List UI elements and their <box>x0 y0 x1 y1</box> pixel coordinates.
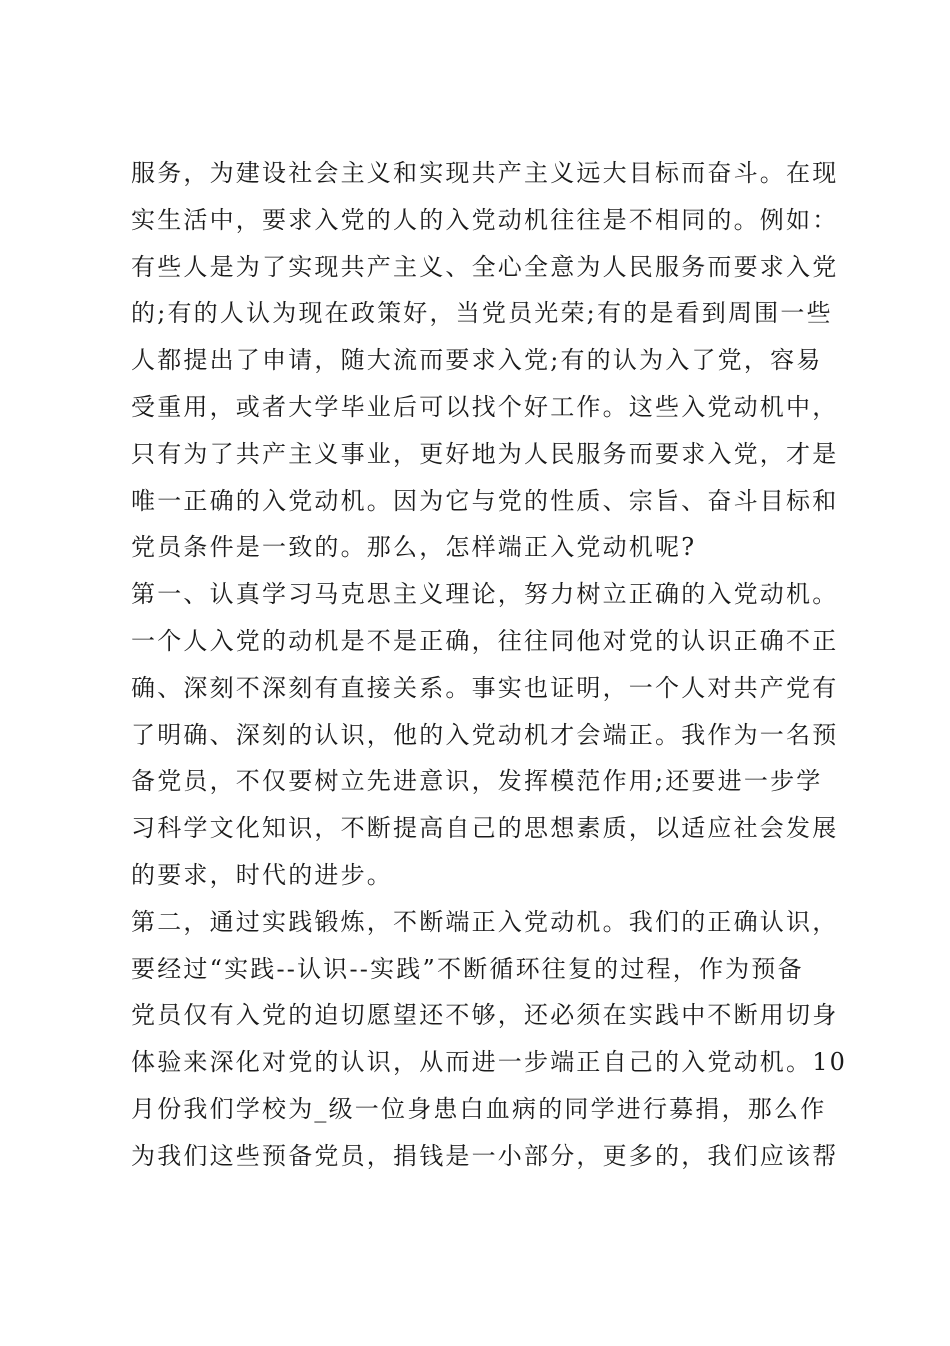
text-line: 党员仅有入党的迫切愿望还不够，还必须在实践中不断用切身 <box>131 1001 839 1030</box>
text-line: 体验来深化对党的认识，从而进一步端正自己的入党动机。10 <box>131 1048 848 1077</box>
text-line: 受重用，或者大学毕业后可以找个好工作。这些入党动机中， <box>131 392 839 421</box>
text-line: 月份我们学校为_级一位身患白血病的同学进行募捐，那么作 <box>131 1094 827 1123</box>
text-line: 确、深刻不深刻有直接关系。事实也证明，一个人对共产党有 <box>131 673 839 702</box>
text-line: 的要求，时代的进步。 <box>131 860 393 889</box>
text-line: 一个人入党的动机是不是正确，往往同他对党的认识正确不正 <box>131 626 839 655</box>
text-line: 人都提出了申请，随大流而要求入党;有的认为入了党，容易 <box>131 346 823 375</box>
text-line: 为我们这些预备党员，捐钱是一小部分，更多的，我们应该帮 <box>131 1141 839 1170</box>
body-text <box>131 150 848 1180</box>
text-line: 只有为了共产主义事业，更好地为人民服务而要求入党，才是 <box>131 439 839 468</box>
text-line: 实生活中，要求入党的人的入党动机往往是不相同的。例如： <box>131 205 839 234</box>
text-line: 第一、认真学习马克思主义理论，努力树立正确的入党动机。 <box>131 580 839 609</box>
text-line: 党员条件是一致的。那么，怎样端正入党动机呢? <box>131 533 697 562</box>
text-line: 要经过“实践--认识--实践”不断循环往复的过程，作为预备 <box>131 954 804 983</box>
text-line: 了明确、深刻的认识，他的入党动机才会端正。我作为一名预 <box>131 720 839 749</box>
text-line: 服务，为建设社会主义和实现共产主义远大目标而奋斗。在现 <box>131 159 839 187</box>
text-line: 备党员，不仅要树立先进意识，发挥模范作用;还要进一步学 <box>131 767 823 796</box>
text-line: 第二，通过实践锻炼，不断端正入党动机。我们的正确认识， <box>131 907 839 936</box>
text-line: 唯一正确的入党动机。因为它与党的性质、宗旨、奋斗目标和 <box>131 486 839 515</box>
text-line: 有些人是为了实现共产主义、全心全意为人民服务而要求入党 <box>131 252 839 281</box>
text-line: 习科学文化知识，不断提高自己的思想素质，以适应社会发展 <box>131 814 839 843</box>
text-line: 的;有的人认为现在政策好，当党员光荣;有的是看到周围一些 <box>131 299 833 328</box>
